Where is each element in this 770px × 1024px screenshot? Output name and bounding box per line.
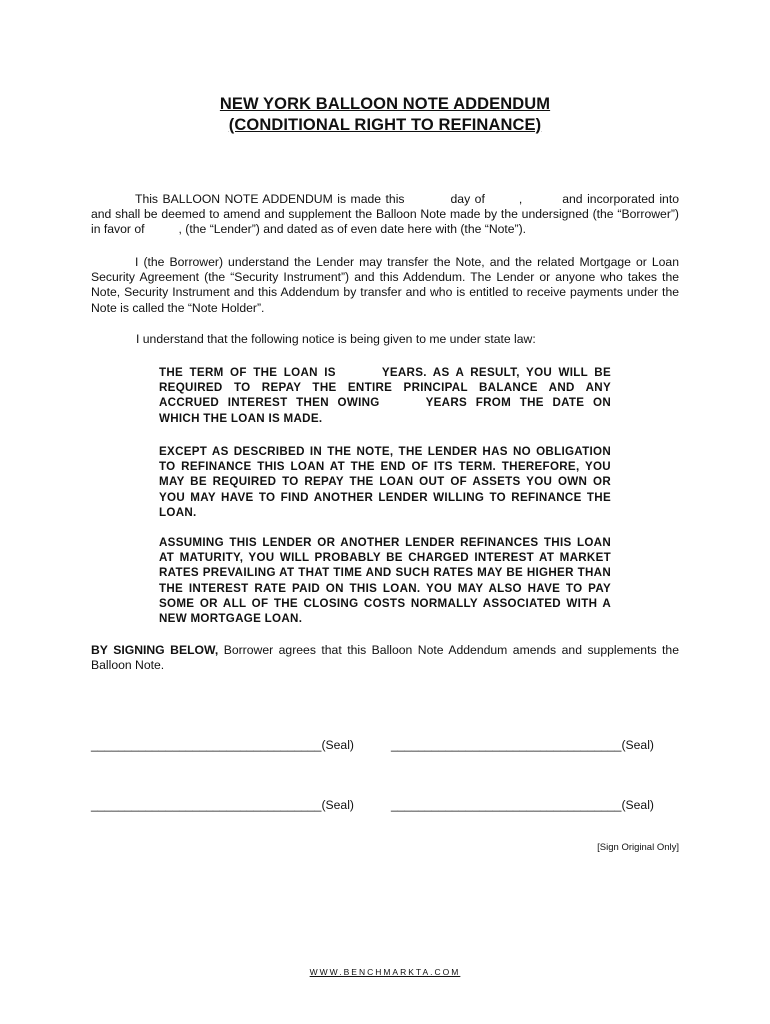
notice-rates: ASSUMING THIS LENDER OR ANOTHER LENDER REFINANCES THIS LOAN AT MATURITY, YOU WILL PROBABLY BE CHARGED INTEREST AT MARKET RATES PREVAILING AT THAT TIME AND SUCH RATES MAY BE HIGHER THAN THE INTEREST RATE PAID ON THIS LOAN. YOU MAY ALSO HAVE TO PAY SOME OR ALL OF THE CLOSING COSTS NORMALLY ASSOCIATED WITH A NEW MORTGAGE LOAN. (159, 536, 611, 626)
sign-original-note: [Sign Original Only] (597, 842, 679, 853)
notice-term-a: THE TERM OF THE LOAN IS (159, 366, 336, 379)
signature-line-2[interactable]: __________________________________(Seal) (391, 738, 654, 752)
transfer-paragraph (91, 255, 679, 316)
signing-text: Borrower agrees that this Balloon Note Addendum amends and supplements the Balloon Note. (91, 643, 679, 673)
signing-paragraph (91, 643, 679, 673)
intro-text-b: day of (450, 192, 485, 206)
notice-term-b: YEARS. AS A RESULT, YOU WILL BE REQUIRED TO REPAY THE ENTIRE PRINCIPAL BALANCE AND ANY ACCRUED INTEREST THEN OWING (159, 366, 611, 410)
signature-line-1[interactable]: __________________________________(Seal) (91, 738, 354, 752)
intro-paragraph (91, 192, 679, 238)
notice-term-c: YEARS FROM THE DATE ON WHICH THE LOAN IS MADE. (159, 396, 611, 425)
footer-link[interactable]: WWW.BENCHMARKTA.COM (309, 967, 461, 977)
notice-intro-paragraph: I understand that the following notice is being given to me under state law: (136, 332, 536, 346)
signing-bold: BY SIGNING BELOW, (91, 643, 219, 657)
signature-line-4[interactable]: __________________________________(Seal) (391, 798, 654, 812)
notice-term (159, 365, 611, 426)
notice-refinance: EXCEPT AS DESCRIBED IN THE NOTE, THE LENDER HAS NO OBLIGATION TO REFINANCE THIS LOAN AT THE END OF ITS TERM. THEREFORE, YOU MAY BE REQUIRED TO REPAY THE LOAN OUT OF ASSETS YOU OWN OR YOU MAY HAVE TO FIND ANOTHER LENDER WILLING TO REFINANCE THE LOAN. (159, 445, 611, 519)
document-title-line2: (CONDITIONAL RIGHT TO REFINANCE) (228, 116, 542, 134)
intro-text-d: and incorporated into and shall be deemed to amend and supplement the Balloon Note made by the undersigned (the “Borrower”) in favor of (91, 192, 679, 237)
intro-text-e: , (the “Lender”) and dated as of even date here with (the “Note”). (178, 222, 527, 237)
intro-text-c: , (518, 192, 523, 206)
document-title-line1: NEW YORK BALLOON NOTE ADDENDUM (219, 95, 551, 113)
intro-text-a: This BALLOON NOTE ADDENDUM is made this (135, 192, 405, 206)
transfer-text: I (the Borrower) understand the Lender may transfer the Note, and the related Mortgage or Loan Security Agreement (the “Security Instrument”) and this Addendum. The Lender or anyone who takes the Note, Security Instrument and this Addendum by transfer and who is entitled to receive payments under the Note is called the “Note Holder”. (91, 255, 679, 315)
signature-line-3[interactable]: __________________________________(Seal) (91, 798, 354, 812)
